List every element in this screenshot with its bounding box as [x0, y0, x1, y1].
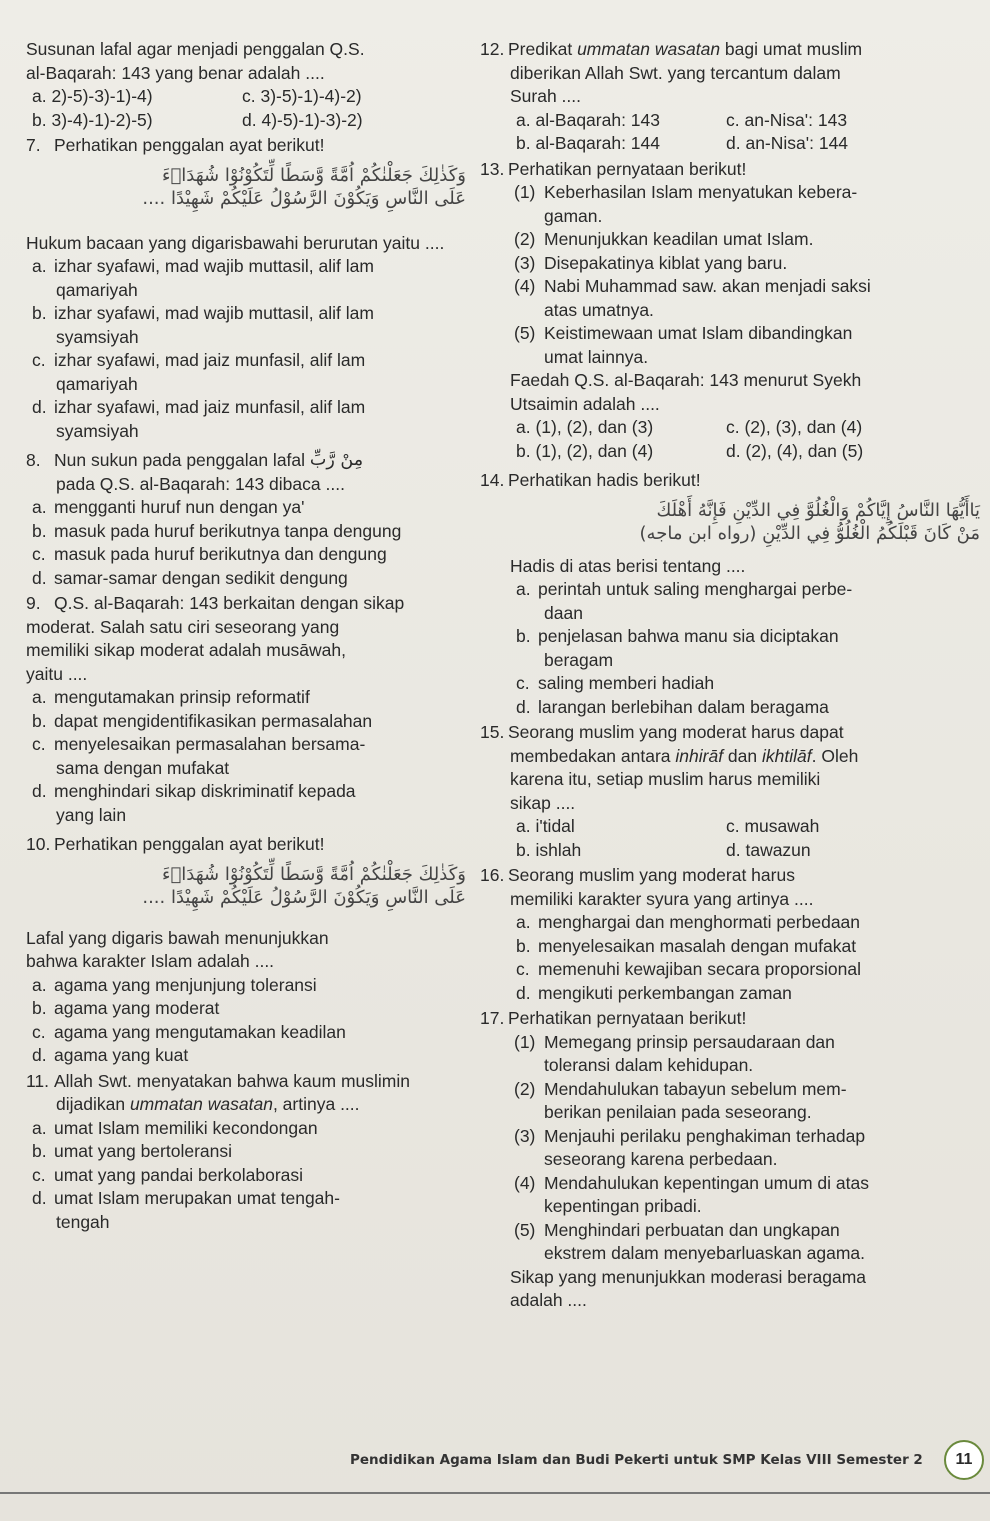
question-17	[480, 1007, 980, 1313]
q8-option-b[interactable]: b. masuk pada huruf berikutnya tanpa dengung	[32, 520, 402, 541]
q8-stem-cont: pada Q.S. al-Baqarah: 143 dibaca ....	[56, 473, 345, 494]
left-column	[26, 38, 466, 1236]
q13-question: Faedah Q.S. al-Baqarah: 143 menurut Syekh	[510, 370, 862, 390]
q10-option-d[interactable]: d. agama yang kuat	[32, 1045, 189, 1065]
question-15	[480, 721, 980, 862]
page-footer: Pendidikan Agama Islam dan Budi Pekerti untuk SMP Kelas VIII Semester 2	[350, 1452, 923, 1468]
q8-stem: Nun sukun pada penggalan lafal	[54, 450, 306, 470]
q15-number: 15.	[480, 722, 505, 742]
q10-number: 10.	[26, 834, 51, 854]
q12-options-ac	[480, 109, 980, 133]
q7-option-a[interactable]: a. izhar syafawi, mad wajib muttasil, alif lam	[32, 256, 374, 276]
q13-option-b[interactable]: b. (1), (2), dan (4)	[516, 440, 654, 461]
q12-stem: Predikat ummatan wasatan bagi umat muslim	[508, 39, 863, 59]
q6-stem-cont: al-Baqarah: 143 yang benar adalah ....	[26, 62, 325, 83]
q9-option-b[interactable]: b. dapat mengidentifikasikan permasalahan	[32, 710, 373, 731]
q12-stem-3: Surah ....	[510, 86, 582, 106]
q17-statement-2: (2) Mendahulukan tabayun sebelum mem-	[514, 1078, 847, 1099]
q9-stem: Q.S. al-Baqarah: 143 berkaitan dengan sikap	[54, 593, 405, 613]
footer-rule	[0, 1492, 990, 1494]
q15-option-b[interactable]: b. ishlah	[516, 839, 582, 860]
q13-question-cont: Utsaimin adalah ....	[510, 393, 660, 414]
q8-option-a[interactable]: a. mengganti huruf nun dengan ya'	[32, 497, 305, 517]
q15-stem-4: sikap ....	[510, 792, 576, 813]
q11-option-d-cont: tengah	[56, 1211, 110, 1232]
q6-option-b[interactable]: b. 3)-4)-1)-2)-5)	[32, 109, 153, 130]
q11-option-b[interactable]: b. umat yang bertoleransi	[32, 1141, 233, 1161]
q11-option-a[interactable]: a. umat Islam memiliki kecondongan	[32, 1117, 318, 1138]
q13-options-ac	[480, 416, 980, 440]
q13-statement-4: (4) Nabi Muhammad saw. akan menjadi saksi	[514, 276, 871, 296]
question-8	[26, 449, 466, 590]
q9-stem-4: yaitu ....	[26, 663, 88, 684]
q7-number: 7.	[26, 135, 41, 155]
q15-stem-3: karena itu, setiap muslim harus memiliki	[510, 769, 821, 789]
q10-question: Lafal yang digaris bawah menunjukkan	[26, 927, 329, 948]
q11-stem-cont: dijadikan ummatan wasatan, artinya ....	[56, 1094, 360, 1114]
q13-statement-5: (5) Keistimewaan umat Islam dibandingkan	[514, 323, 853, 343]
q11-stem: Allah Swt. menyatakan bahwa kaum muslimin	[54, 1070, 410, 1091]
q13-option-c[interactable]: c. (2), (3), dan (4)	[726, 417, 863, 437]
q17-statement-5: (5) Menghindari perbuatan dan ungkapan	[514, 1219, 840, 1240]
q17-statement-1-cont: toleransi dalam kehidupan.	[544, 1055, 754, 1075]
q12-option-d[interactable]: d. an-Nisa': 144	[726, 133, 849, 153]
q10-option-a[interactable]: a. agama yang menjunjung toleransi	[32, 974, 317, 995]
q7-question: Hukum bacaan yang digarisbawahi berurutan yaitu ....	[26, 232, 445, 253]
q12-number: 12.	[480, 39, 505, 59]
right-column	[480, 38, 980, 1315]
q12-option-a[interactable]: a. al-Baqarah: 143	[516, 109, 661, 130]
q7-option-b[interactable]: b. izhar syafawi, mad wajib muttasil, alif lam	[32, 303, 374, 323]
q6-option-d[interactable]: d. 4)-5)-1)-3)-2)	[242, 109, 363, 130]
q9-stem-3: memiliki sikap moderat adalah musāwah,	[26, 640, 346, 660]
q15-options-bd	[480, 839, 980, 863]
q13-number: 13.	[480, 158, 505, 179]
q9-option-d-cont: yang lain	[56, 804, 127, 825]
q15-stem-2: membedakan antara inhirāf dan ikhtilāf. Oleh	[510, 745, 859, 766]
q7-arabic-line-1: وَكَذٰلِكَ جَعَلْنٰكُمْ اُمَّةً وَّسَطًا لِّتَكُوْنُوْا شُهَدَاۤءَ	[162, 164, 466, 186]
q11-option-c[interactable]: c. umat yang pandai berkolaborasi	[32, 1164, 304, 1185]
q15-option-a[interactable]: a. i'tidal	[516, 816, 575, 836]
q17-statement-2-cont: berikan penilaian pada seseorang.	[544, 1102, 812, 1122]
q13-statement-3: (3) Disepakatinya kiblat yang baru.	[514, 252, 788, 273]
q13-statement-1: (1) Keberhasilan Islam menyatukan kebera-	[514, 182, 858, 202]
q14-option-d[interactable]: d. larangan berlebihan dalam beragama	[516, 696, 829, 717]
question-6	[26, 38, 466, 132]
q9-option-d[interactable]: d. menghindari sikap diskriminatif kepada	[32, 781, 356, 801]
q14-option-a-cont: daan	[544, 602, 583, 623]
q14-number: 14.	[480, 470, 505, 490]
q17-question-cont: adalah ....	[510, 1290, 587, 1310]
q6-stem: Susunan lafal agar menjadi penggalan Q.S.	[26, 39, 365, 59]
q17-statement-3-cont: seseorang karena perbedaan.	[544, 1149, 778, 1169]
q14-stem: Perhatikan hadis berikut!	[508, 470, 701, 490]
q13-statement-2: (2) Menunjukkan keadilan umat Islam.	[514, 229, 814, 249]
q7-arabic-line-2: عَلَى النَّاسِ وَيَكُوْنَ الرَّسُوْلُ عَلَيْكُمْ شَهِيْدًا ....	[142, 188, 466, 209]
q14-option-c[interactable]: c. saling memberi hadiah	[516, 673, 715, 693]
q10-stem: Perhatikan penggalan ayat berikut!	[54, 834, 325, 854]
q6-option-a[interactable]: a. 2)-5)-3)-1)-4)	[32, 86, 153, 106]
q10-option-c[interactable]: c. agama yang mengutamakan keadilan	[32, 1021, 346, 1042]
q6-option-c[interactable]: c. 3)-5)-1)-4)-2)	[242, 86, 362, 106]
q17-number: 17.	[480, 1008, 505, 1028]
question-16	[480, 864, 980, 1005]
q16-option-a[interactable]: a. menghargai dan menghormati perbedaan	[516, 912, 861, 932]
q10-arabic-line-2: عَلَى النَّاسِ وَيَكُوْنَ الرَّسُوْلُ عَلَيْكُمْ شَهِيْدًا ....	[142, 887, 466, 908]
q16-option-b[interactable]: b. menyelesaikan masalah dengan mufakat	[516, 935, 857, 956]
q16-stem: Seorang muslim yang moderat harus	[508, 865, 795, 885]
q7-option-d[interactable]: d. izhar syafawi, mad jaiz munfasil, alif lam	[32, 397, 366, 417]
page-number: 11	[944, 1440, 984, 1480]
q7-option-c[interactable]: c. izhar syafawi, mad jaiz munfasil, alif lam	[32, 350, 366, 370]
q7-option-d-cont: syamsiyah	[56, 420, 139, 441]
q8-option-d[interactable]: d. samar-samar dengan sedikit dengung	[32, 567, 348, 588]
q13-statement-1-cont: gaman.	[544, 205, 603, 226]
q14-option-b-cont: beragam	[544, 649, 614, 670]
q14-option-b[interactable]: b. penjelasan bahwa manu sia diciptakan	[516, 626, 839, 646]
q10-option-b[interactable]: b. agama yang moderat	[32, 998, 220, 1018]
q17-statement-4: (4) Mendahulukan kepentingan umum di atas	[514, 1172, 869, 1193]
q6-options-ac	[26, 85, 466, 109]
q9-number: 9.	[26, 593, 41, 613]
q7-stem: Perhatikan penggalan ayat berikut!	[54, 135, 325, 155]
q14-question: Hadis di atas berisi tentang ....	[510, 555, 746, 576]
q13-option-d[interactable]: d. (2), (4), dan (5)	[726, 440, 864, 461]
q6-options-bd	[26, 109, 466, 133]
q10-arabic-line-1: وَكَذٰلِكَ جَعَلْنٰكُمْ اُمَّةً وَّسَطًا لِّتَكُوْنُوْا شُهَدَاۤءَ	[162, 863, 466, 885]
q10-question-cont: bahwa karakter Islam adalah ....	[26, 951, 275, 971]
q16-option-d[interactable]: d. mengikuti perkembangan zaman	[516, 982, 792, 1003]
q16-number: 16.	[480, 865, 505, 885]
q17-statement-3: (3) Menjauhi perilaku penghakiman terhadap	[514, 1125, 866, 1146]
q10-arabic-verse	[52, 863, 466, 907]
q15-option-d[interactable]: d. tawazun	[726, 839, 811, 860]
q7-arabic-verse	[52, 164, 466, 208]
question-12	[480, 38, 980, 156]
q12-option-c[interactable]: c. an-Nisa': 143	[726, 109, 848, 130]
q14-arabic-line-2: مَنْ كَانَ قَبْلَكُمُ الْغُلُوُّ فِي الدِّيْنِ (رواه ابن ماجه)	[639, 523, 980, 544]
q17-statement-5-cont: ekstrem dalam menyebarluaskan agama.	[544, 1243, 865, 1263]
q13-statement-5-cont: umat lainnya.	[544, 346, 649, 367]
q13-option-a[interactable]: a. (1), (2), dan (3)	[516, 417, 654, 437]
question-10	[26, 833, 466, 1068]
q8-number: 8.	[26, 450, 41, 470]
q14-option-a[interactable]: a. perintah untuk saling menghargai perbe-	[516, 579, 853, 599]
question-9	[26, 592, 466, 827]
question-11	[26, 1070, 466, 1235]
q15-option-c[interactable]: c. musawah	[726, 816, 820, 836]
q13-options-bd	[480, 440, 980, 464]
q14-arabic-line-1: يَاأَيُّهَا النَّاسُ إِيَّاكُمْ وَالْغُلُوَّ فِي الدِّيْنِ فَإِنَّهُ أَهْلَكَ	[656, 499, 980, 521]
q17-statement-4-cont: kepentingan pribadi.	[544, 1196, 702, 1216]
q11-number: 11.	[26, 1070, 50, 1091]
q15-stem: Seorang muslim yang moderat harus dapat	[508, 722, 844, 742]
question-13	[480, 158, 980, 464]
question-7	[26, 134, 466, 443]
q16-option-c[interactable]: c. memenuhi kewajiban secara proporsional	[516, 959, 861, 979]
q7-option-a-cont: qamariyah	[56, 279, 138, 300]
q15-options-ac	[480, 815, 980, 839]
q9-option-c-cont: sama dengan mufakat	[56, 757, 230, 778]
q7-option-c-cont: qamariyah	[56, 373, 138, 394]
q7-option-b-cont: syamsiyah	[56, 326, 139, 347]
q14-hadith	[510, 499, 980, 543]
q9-option-c[interactable]: c. menyelesaikan permasalahan bersama-	[32, 734, 366, 754]
q13-statement-4-cont: atas umatnya.	[544, 299, 654, 320]
q17-stem: Perhatikan pernyataan berikut!	[508, 1008, 747, 1028]
q11-option-d[interactable]: d. umat Islam merupakan umat tengah-	[32, 1188, 340, 1208]
q9-stem-2: moderat. Salah satu ciri seseorang yang	[26, 616, 340, 637]
q12-options-bd	[480, 132, 980, 156]
q12-stem-2: diberikan Allah Swt. yang tercantum dalam	[510, 62, 841, 83]
q9-option-a[interactable]: a. mengutamakan prinsip reformatif	[32, 687, 310, 707]
q8-option-c[interactable]: c. masuk pada huruf berikutnya dan dengung	[32, 544, 387, 564]
q8-arabic: مِنْ رَّبِّ	[309, 450, 364, 470]
q16-stem-2: memiliki karakter syura yang artinya ....	[510, 888, 814, 909]
q17-statement-1: (1) Memegang prinsip persaudaraan dan	[514, 1031, 835, 1052]
question-14	[480, 469, 980, 719]
q13-stem: Perhatikan pernyataan berikut!	[508, 158, 747, 179]
q12-option-b[interactable]: b. al-Baqarah: 144	[516, 133, 661, 153]
q17-question: Sikap yang menunjukkan moderasi beragama	[510, 1266, 867, 1287]
